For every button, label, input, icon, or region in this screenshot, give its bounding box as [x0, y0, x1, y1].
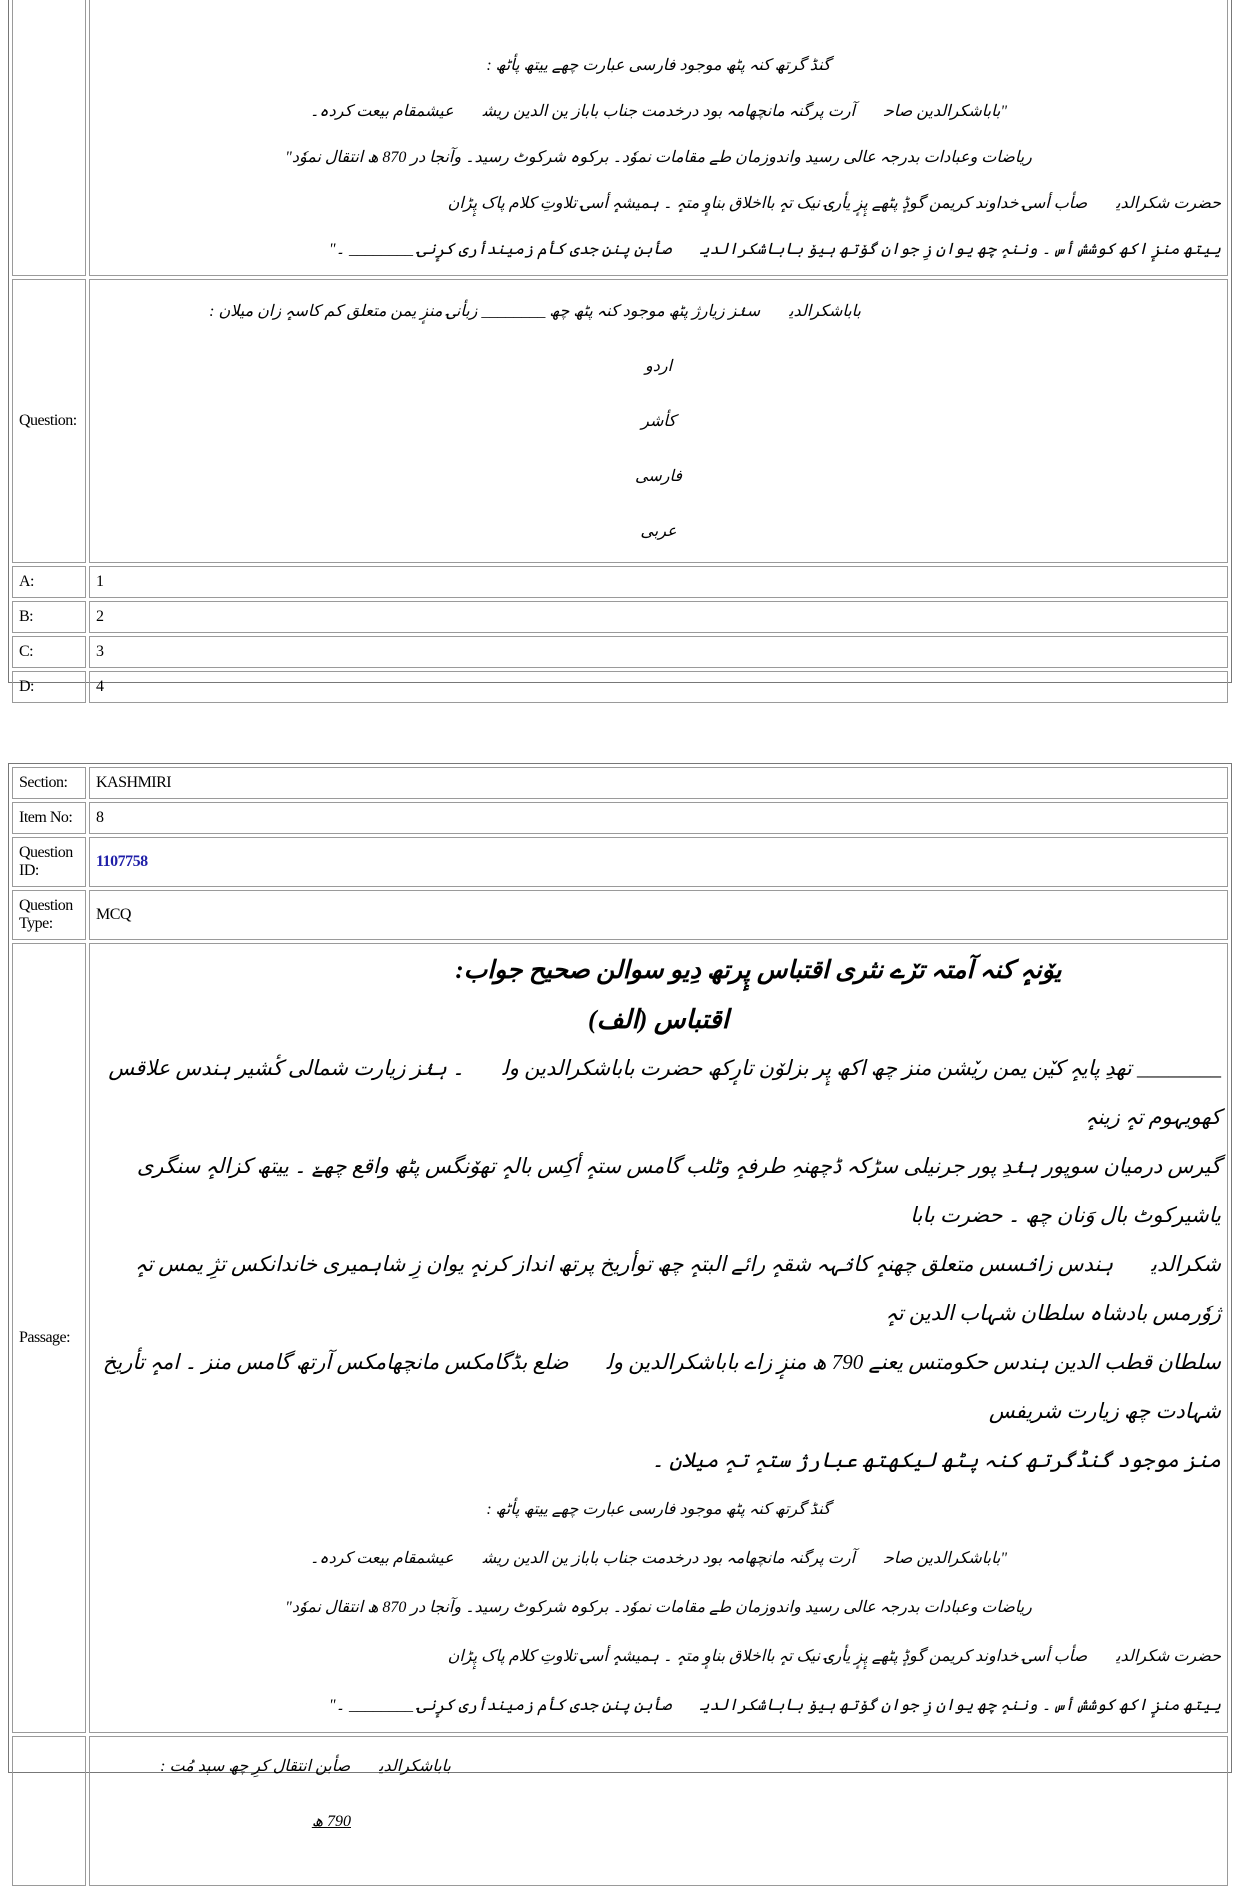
question-id-label: Question ID:: [12, 837, 86, 887]
passage-line: "باباشکرالدین صاحبؒ آرت پرگنہ مانچھامہ بود درخدمت جناب باباز ین الدین ریشیؒ عیشمقام بیعت کردہ۔: [309, 1550, 1008, 1567]
question-table-7: [9, 0, 1231, 706]
option-a-label: A:: [12, 566, 86, 598]
passage-line: ریاضات وعبادات بدرجہ عالی رسید واندوزمان طے مقامات نموٗد۔ برکوہ شرکوٹ رسید۔ وآنجا در 870 ھ انتقال نموٗد": [285, 1599, 1032, 1616]
question-id-value: 1107758: [89, 837, 1228, 887]
question-table-8: [9, 764, 1231, 1889]
option-d-value: 4: [89, 671, 1228, 703]
question-option-2: کأشر: [641, 412, 676, 430]
option-b-value: 2: [89, 601, 1228, 633]
passage-line: منز موجود گنڈگرتھ کنہ پٹھ لیکھتھ عبارژ ستہٕ تہٕ میلان ۔: [651, 1448, 1221, 1472]
passage-line: حضرت شکرالدینؒ صأب أسۍ خداوند کریمن گوڈٕ پٹھے پٕزٕ یأرۍ نیک تہٕ بااخلاق بناوٕ متہٕ ۔ ہمیشہٕ أسۍ تلاوتِ کلام پاک پٕڑان: [447, 195, 1221, 212]
passage-label-cell: [12, 0, 86, 276]
item-no-label: Item No:: [12, 802, 86, 834]
question-cell: [89, 279, 1228, 563]
option-c-label: C:: [12, 636, 86, 668]
passage-label: Passage:: [12, 943, 86, 1733]
question-text: باباشکرالدینؒ صأبن انتقال کرِ چھ سپد مُت :: [160, 1758, 451, 1775]
passage-heading: اقتباس (الف): [588, 1005, 729, 1034]
passage-instruction: یوٚنہٕ کنہ آمتہ ترٚے نثری اقتباس پٕرتھ دِیو سوالن صحیح جواب:: [455, 957, 1062, 984]
passage-line: حضرت شکرالدینؒ صأب أسۍ خداوند کریمن گوڈٕ پٹھے پٕزٕ یأرۍ نیک تہٕ بااخلاق بناوٕ متہٕ ۔ ہمیشہٕ أسۍ تلاوتِ کلام پاک پٕڑان: [447, 1648, 1221, 1665]
option-d-label: D:: [12, 671, 86, 703]
question-label: Question:: [12, 279, 86, 563]
option-c-value: 3: [89, 636, 1228, 668]
passage-line: سلطان قطب الدین ہندس حکومتس یعنے 790 ھ منزٕ زاے باباشکرالدین ولیؒ ضلع بڈگامکس مانچھامکس آرتھ گامس منز ۔ امہٕ تأریخ شہادت چھ زیارت شریفس: [102, 1350, 1221, 1423]
question-option-1: 790 ھ: [311, 1813, 351, 1830]
question-cell: [89, 1736, 1228, 1886]
passage-line: گنڈ گرتھ کنہ پٹھ موجود فارسی عبارت چھے ییتھ پأٹھ :: [486, 57, 831, 74]
passage-line: ییتھ منزٕ اکھ کوشش أس ۔ وننہٕ چھ یوان زِ جوان گوٚتھ ہیوٚ باباشکرالدینؒ صأبن پننِ جدی کأم زمیندأری کرٕنۍ ________ ۔": [328, 241, 1221, 258]
passage-line: ________ تھدِ پایہٕ کیٚن یمن ریٚشن منز چھ اکھ پٕر بزلوٚن تارٕکھ حضرت باباشکرالدین ولیؒ ۔ ہنٛز زیارت شمالی کٔشیر ہندس علاقس کھویہوم تہٕ زینہٕ: [108, 1056, 1221, 1129]
passage-cell: [89, 943, 1228, 1733]
question-type-value: MCQ: [89, 890, 1228, 940]
question-text: باباشکرالدینؒ سنٛز زیارژ پٹھ موجود کنہ پٹھ چھ ________ زبأنۍ منزٕ یمن متعلق کم کاسہٕ زان میلان :: [209, 302, 861, 320]
item-no-value: 8: [89, 802, 1228, 834]
section-label: Section:: [12, 767, 86, 799]
passage-cell: [89, 0, 1228, 276]
question-option-1: اردو: [644, 357, 673, 375]
passage-line: گنڈ گرتھ کنہ پٹھ موجود فارسی عبارت چھے ییتھ پأٹھ :: [486, 1501, 831, 1518]
question-label-cell: [12, 1736, 86, 1886]
option-b-label: B:: [12, 601, 86, 633]
passage-line: ریاضات وعبادات بدرجہ عالی رسید واندوزمان طے مقامات نموٗد۔ برکوہ شرکوٹ رسید۔ وآنجا در 870 ھ انتقال نموٗد": [285, 149, 1032, 166]
passage-line: گیرس درمیان سوپور ہنٛدِ پور جرنیلی سڑکہ ڈچھنہِ طرفہٕ وٹلب گامس ستہٕ أکِس بالہٕ تھوٚنگس پٹھ واقع چھےٚ ۔ ییتھ کزالہٕ سنگری یاشیرکوٹ بال وَنان چھ ۔ حضرت بابا: [136, 1154, 1221, 1227]
question-option-4: عربی: [640, 522, 677, 540]
section-value: KASHMIRI: [89, 767, 1228, 799]
question-option-3: فارسی: [635, 467, 682, 485]
question-block-7: [8, 0, 1232, 695]
question-type-label: Question Type:: [12, 890, 86, 940]
passage-line: شکرالدینؒ ہندس زانٛسس متعلق چھنہٕ کانٛہہ شقہٕ رائے البتہٕ چھ توأریخ پرتھ انداز کرنہٕ یوان زِ شاہمیری خاندانکس تژِ یمس تہٕ ژوٗرمس بادشاہ سلطان شہاب الدین تہٕ: [134, 1252, 1221, 1325]
passage-line: ییتھ منزٕ اکھ کوشش أس ۔ وننہٕ چھ یوان زِ جوان گوٚتھ ہیوٚ باباشکرالدینؒ صأبن پننِ جدی کأم زمیندأری کرٕنۍ ________ ۔": [328, 1697, 1221, 1714]
question-block-8: [8, 763, 1232, 1830]
option-a-value: 1: [89, 566, 1228, 598]
passage-line: "باباشکرالدین صاحبؒ آرت پرگنہ مانچھامہ بود درخدمت جناب باباز ین الدین ریشیؒ عیشمقام بیعت کردہ۔: [309, 103, 1008, 120]
